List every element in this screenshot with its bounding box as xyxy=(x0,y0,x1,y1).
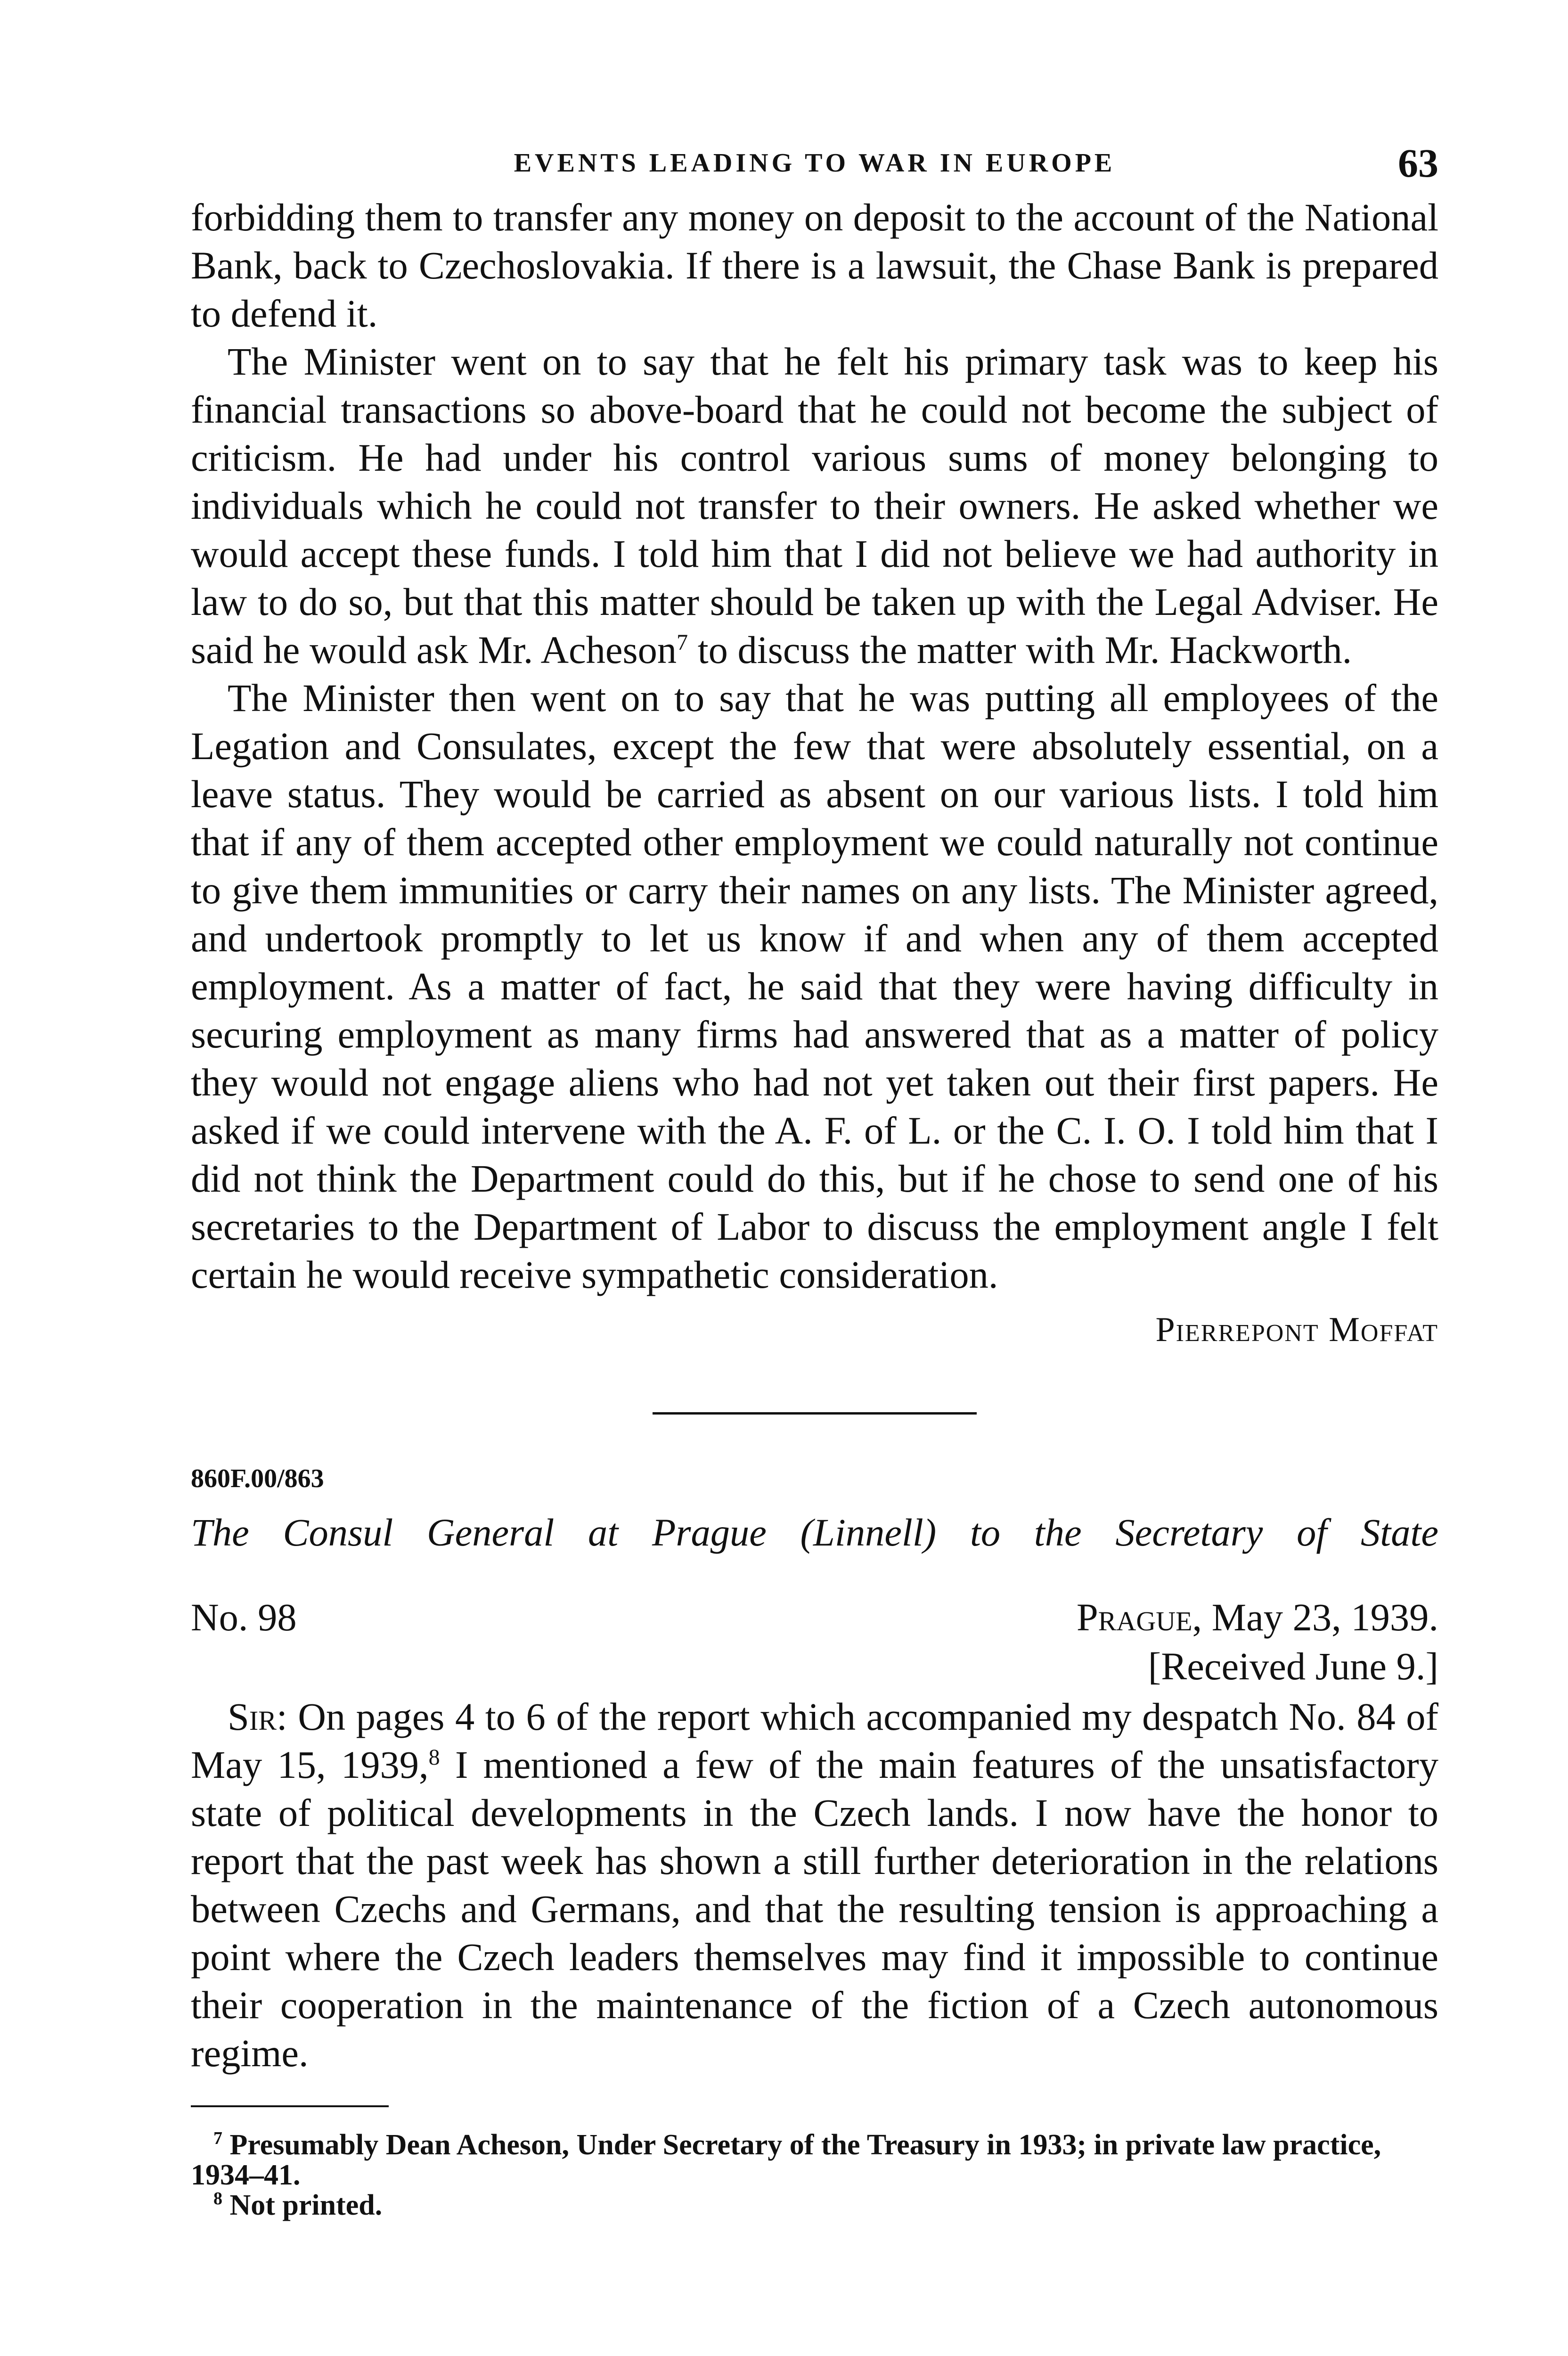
place: Prague xyxy=(1076,1595,1192,1639)
footnote-ref: 8 xyxy=(428,1745,440,1770)
footnote-text: Not printed. xyxy=(229,2189,383,2221)
date: , May 23, 1939. xyxy=(1192,1595,1438,1639)
paragraph xyxy=(191,193,1438,337)
footnote xyxy=(191,2130,1438,2190)
paragraph-text: The Minister went on to say that he felt his primary task was to keep his financial transactions so above-board that he could not become the subject of criticism. He had under his control various sums of money belonging to individuals which he could not transfer to their owners. He asked whether we would accept these funds. I told him that I did not believe we had authority in law to do so, but that this matter should be taken up with the Legal Adviser. He said he would ask Mr. Acheson xyxy=(191,340,1438,671)
paragraph xyxy=(191,674,1438,1299)
document-page xyxy=(191,137,1438,2220)
paragraph-text: : On pages 4 to 6 of the report which accompanied my despatch No. 84 of May 15, 1939, xyxy=(191,1695,1438,1786)
footnotes xyxy=(191,2130,1438,2220)
paragraph xyxy=(191,337,1438,674)
file-number: 860F.00/863 xyxy=(191,1464,324,1493)
salutation: Sir xyxy=(228,1695,277,1738)
place-date xyxy=(1077,1595,1438,1640)
footnote-mark: 8 xyxy=(213,2189,222,2209)
running-title: EVENTS LEADING TO WAR IN EUROPE xyxy=(514,148,1116,178)
paragraph-text: forbidding them to transfer any money on deposit to the account of the National Bank, back to Czechoslovakia. If there is a lawsuit, the Chase Bank is prepared to defend it. xyxy=(191,196,1438,335)
letter-text xyxy=(191,1693,1438,2077)
footnote-ref: 7 xyxy=(677,630,688,655)
document-title: The Consul General at Prague (Linnell) to the Secretary of State xyxy=(191,1511,1438,1554)
page-number: 63 xyxy=(1398,140,1438,186)
continuation-text xyxy=(191,193,1438,1299)
paragraph-text: to discuss the matter with Mr. Hackworth. xyxy=(688,628,1352,671)
paragraph xyxy=(191,1693,1438,2077)
footnote-text: Presumably Dean Acheson, Under Secretary of the Treasury in 1933; in private law practice, 1934–41. xyxy=(191,2129,1381,2191)
paragraph-text: The Minister then went on to say that he was putting all employees of the Legation and Consulates, except the few that were absolutely essential, on a leave status. They would be carried as absent on our various lists. I told him that if any of them accepted other employment we could naturally not continue to give them immunities or carry their names on any lists. The Minister agreed, and undertook promptly to let us know if and when any of them accepted employment. As a matter of fact, he said that they were having difficulty in securing employment as many firms had answered that as a matter of policy they would not engage aliens who had not yet taken out their first papers. He asked if we could intervene with the A. F. of L. or the C. I. O. I told him that I did not think the Department could do this, but if he chose to send one of his secretaries to the Department of Labor to discuss the employment angle I felt certain he would receive sympathetic consideration. xyxy=(191,676,1438,1296)
paragraph-text: I mentioned a few of the main features of the unsatisfactory state of political developments in the Czech lands. I now have the honor to report that the past week has shown a still further deterioration in the relations between Czechs and Germans, and that the resulting tension is approaching a point where the Czech leaders themselves may find it impossible to continue their cooperation in the maintenance of the fiction of a Czech autonomous regime. xyxy=(191,1743,1438,2075)
received-date: [Received June 9.] xyxy=(1148,1644,1438,1688)
despatch-number: No. 98 xyxy=(191,1595,297,1639)
running-head xyxy=(191,137,1438,193)
signature: Pierrepont Moffat xyxy=(1155,1310,1438,1349)
footnote-rule xyxy=(191,2105,389,2107)
footnote xyxy=(191,2190,1438,2220)
section-separator xyxy=(653,1412,977,1415)
dateline xyxy=(191,1595,1438,1644)
footnote-mark: 7 xyxy=(213,2128,222,2148)
